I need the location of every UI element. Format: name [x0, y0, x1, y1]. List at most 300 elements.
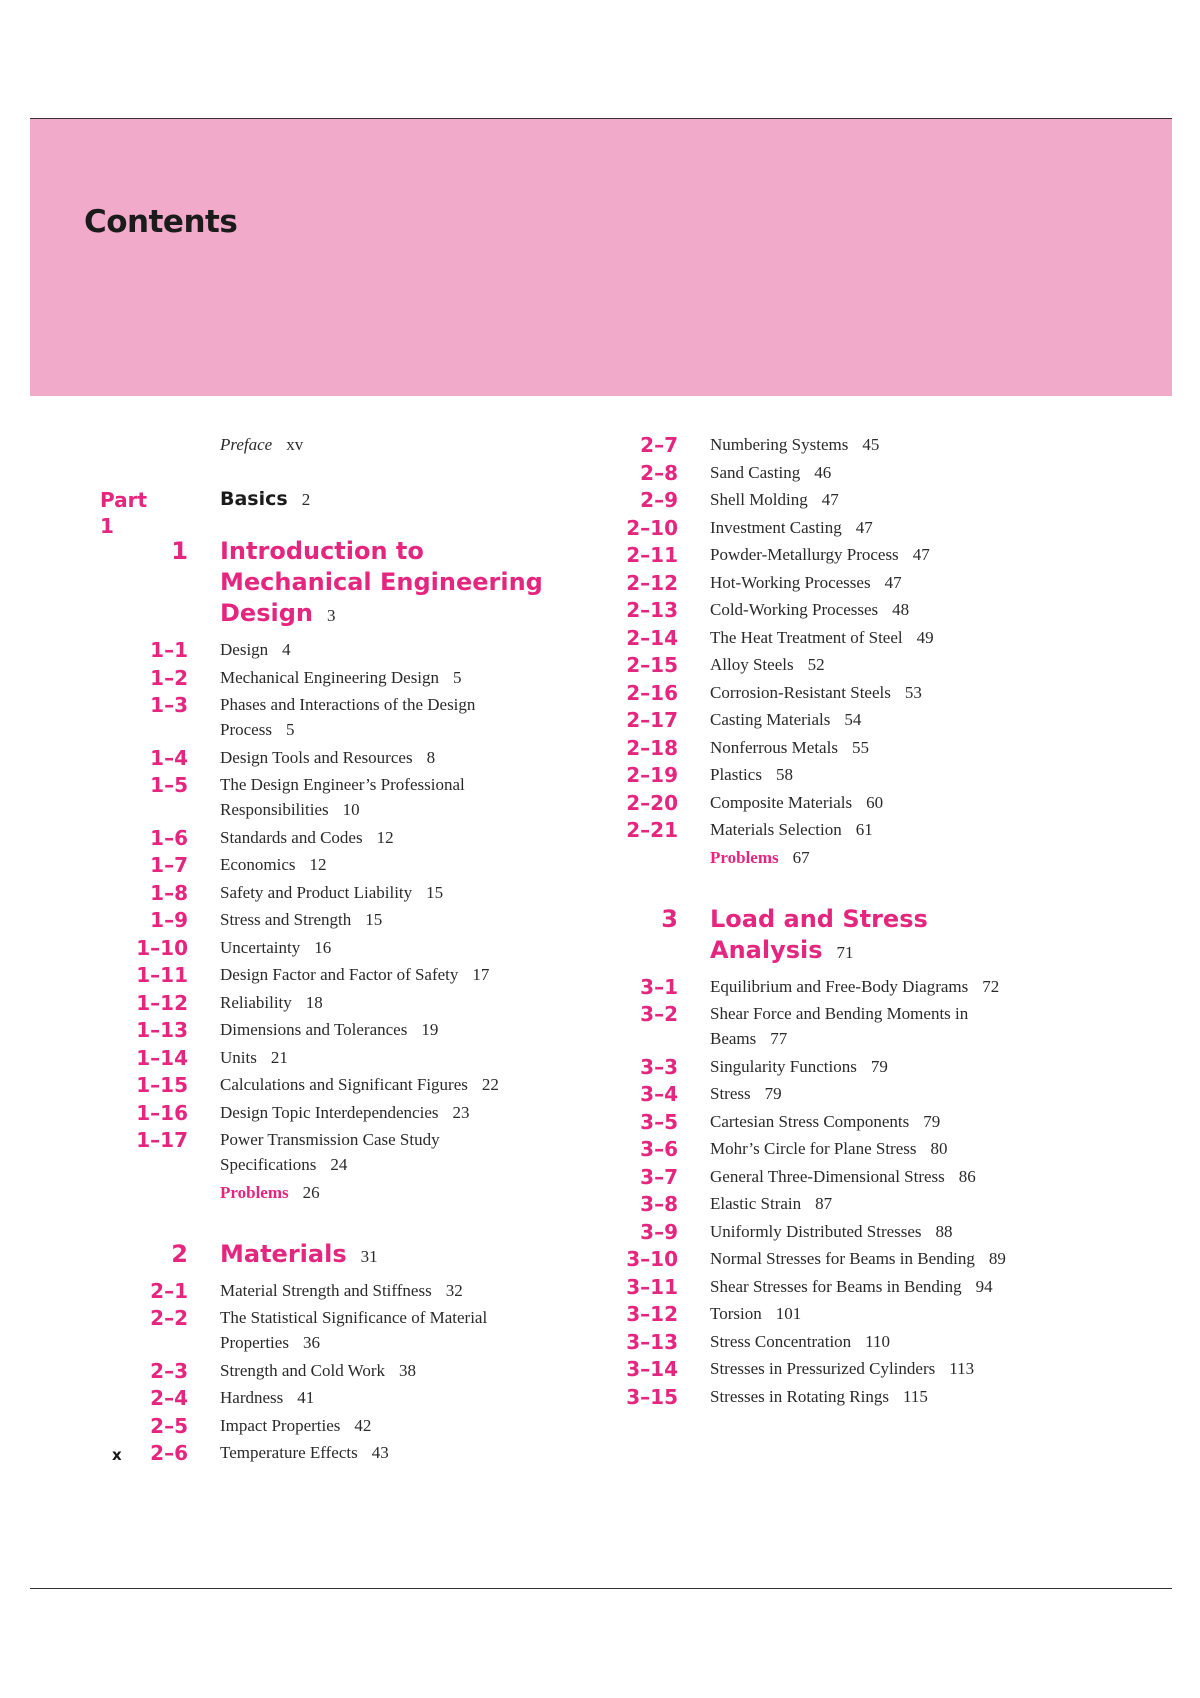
toc-entry-page: 32 — [445, 1280, 463, 1300]
toc-entry-number: 2–16 — [626, 680, 678, 705]
toc-section-entry — [590, 817, 1150, 842]
toc-entry-number: 1 — [171, 537, 188, 565]
toc-entry-page: 10 — [342, 800, 360, 819]
toc-entry-number: 2–14 — [626, 625, 678, 650]
toc-entry-page: 61 — [855, 820, 873, 839]
toc-entry-number: 2–6 — [150, 1441, 188, 1465]
toc-section-entry — [590, 515, 1150, 540]
toc-entry-page: 47 — [821, 490, 839, 509]
toc-section-entry — [590, 1136, 1150, 1161]
toc-entry-number: 2–8 — [640, 460, 678, 485]
toc-entry-title: Load and Stress Analysis — [710, 904, 928, 964]
toc-entry-title: Shear Stresses for Beams in Bending — [710, 1276, 962, 1296]
toc-entry-number: 3–5 — [640, 1109, 678, 1134]
toc-entry-page: 58 — [775, 765, 793, 784]
toc-entry-number: 3–11 — [626, 1274, 678, 1299]
toc-entry-text — [710, 845, 1010, 870]
toc-entry-page: 3 — [326, 606, 336, 625]
toc-entry-title: Problems — [710, 847, 779, 867]
toc-entry-page: 47 — [884, 572, 902, 592]
toc-entry-text — [220, 1413, 510, 1438]
toc-section-entry — [590, 1001, 1150, 1051]
toc-section-entry — [100, 1305, 580, 1355]
toc-entry-text — [710, 1219, 1010, 1244]
toc-entry-title: Reliability — [220, 992, 292, 1012]
toc-entry-title: Hot-Working Processes — [710, 572, 871, 592]
toc-entry-page: 43 — [371, 1443, 389, 1462]
toc-entry-text — [710, 1356, 1010, 1381]
toc-entry-number: 2–2 — [150, 1306, 188, 1330]
toc-entry-text — [220, 745, 510, 770]
toc-entry-title: Stress Concentration — [710, 1331, 852, 1351]
toc-entry-number: 3–6 — [640, 1137, 678, 1161]
toc-entry-text — [710, 1164, 1010, 1189]
toc-part-entry — [100, 487, 580, 538]
toc-entry-page: 79 — [923, 1111, 941, 1131]
toc-entry-title: Materials — [220, 1239, 347, 1268]
toc-section-entry — [590, 707, 1150, 732]
toc-entry-number: 3–4 — [640, 1082, 678, 1106]
toc-section-entry — [100, 1045, 580, 1070]
toc-section-entry — [100, 665, 580, 690]
toc-entry-page: 5 — [453, 667, 462, 687]
toc-entry-page: 115 — [902, 1386, 928, 1406]
toc-entry-text — [220, 1278, 510, 1303]
toc-section-entry — [590, 1356, 1150, 1381]
toc-entry-text — [220, 665, 510, 690]
toc-entry-title: Units — [220, 1047, 257, 1067]
toc-entry-title: Torsion — [710, 1304, 762, 1323]
toc-entry-title: Phases and Interactions of the Design Process — [220, 695, 476, 739]
toc-entry-title: Calculations and Significant Figures — [220, 1075, 468, 1094]
toc-entry-title: Safety and Product Liability — [220, 882, 413, 902]
toc-entry-page: 4 — [282, 640, 291, 659]
toc-entry-title: Uniformly Distributed Stresses — [710, 1221, 922, 1241]
toc-section-entry — [590, 487, 1150, 512]
toc-entry-page: 8 — [426, 747, 436, 767]
toc-entry-number: 2–4 — [150, 1386, 188, 1410]
toc-entry-number: 3–13 — [626, 1329, 678, 1354]
toc-entry-text — [220, 637, 510, 662]
toc-chapter-entry — [100, 1239, 580, 1272]
toc-entry-text — [710, 625, 1010, 650]
toc-entry-number: 1–1 — [150, 638, 188, 662]
toc-entry-page: 49 — [916, 627, 934, 647]
toc-section-entry — [590, 1164, 1150, 1189]
toc-entry-text — [220, 692, 510, 742]
toc-entry-page: 71 — [836, 942, 854, 962]
toc-entry-number: 2–20 — [626, 790, 678, 815]
toc-entry-title: Corrosion-Resistant Steels — [710, 682, 891, 702]
toc-entry-number: 1–5 — [150, 773, 188, 797]
bottom-rule — [30, 1588, 1172, 1589]
toc-section-entry — [100, 935, 580, 960]
toc-entry-number: 1–8 — [150, 880, 188, 905]
toc-section-entry — [590, 597, 1150, 622]
toc-entry-page: 2 — [301, 490, 311, 509]
toc-entry-text — [220, 432, 510, 457]
header-banner — [30, 119, 1172, 396]
toc-entry-title: Temperature Effects — [220, 1443, 358, 1462]
toc-section-entry — [590, 735, 1150, 760]
toc-entry-page: 72 — [982, 976, 1000, 996]
toc-entry-text — [220, 1017, 510, 1042]
toc-entry-page: 26 — [302, 1182, 320, 1202]
toc-section-entry — [590, 790, 1150, 815]
toc-entry-text — [220, 1385, 510, 1410]
toc-entry-number: 3–15 — [626, 1384, 678, 1409]
toc-section-entry — [590, 1301, 1150, 1326]
toc-entry-text — [710, 1384, 1010, 1409]
toc-entry-number: 2–15 — [626, 653, 678, 677]
toc-entry-text — [710, 762, 1010, 787]
toc-entry-text — [220, 1358, 510, 1383]
toc-section-entry — [100, 1017, 580, 1042]
toc-entry-title: Design Factor and Factor of Safety — [220, 965, 459, 984]
toc-entry-page: 18 — [305, 992, 323, 1012]
toc-entry-title: Mohr’s Circle for Plane Stress — [710, 1139, 917, 1158]
toc-entry-title: Investment Casting — [710, 517, 842, 537]
toc-entry-text — [220, 1045, 510, 1070]
toc-entry-page: 55 — [851, 737, 869, 757]
toc-entry-title: Uncertainty — [220, 937, 301, 957]
toc-entry-number: 1–12 — [136, 990, 188, 1015]
toc-entry-text — [710, 1136, 1010, 1161]
toc-section-entry — [590, 1081, 1150, 1106]
toc-preface-entry — [100, 432, 580, 457]
toc-entry-number: 1–6 — [150, 825, 188, 850]
toc-entry-page: 15 — [365, 910, 383, 929]
toc-entry-number: 1–3 — [150, 693, 188, 717]
toc-entry-number: 3–12 — [626, 1302, 678, 1326]
toc-section-entry — [100, 637, 580, 662]
toc-entry-number: 2–11 — [626, 543, 678, 567]
toc-entry-title: Strength and Cold Work — [220, 1360, 386, 1380]
toc-entry-number: 2–3 — [150, 1358, 188, 1383]
toc-entry-number: 3–9 — [640, 1219, 678, 1244]
toc-entry-page: 79 — [870, 1056, 888, 1076]
toc-entry-page: 101 — [775, 1304, 802, 1323]
toc-entry-page: 19 — [421, 1020, 439, 1039]
toc-entry-number: 1–9 — [150, 908, 188, 932]
toc-entry-text — [710, 432, 1010, 457]
toc-section-entry — [100, 772, 580, 822]
toc-entry-page: 67 — [792, 847, 810, 867]
toc-entry-title: Equilibrium and Free-Body Diagrams — [710, 976, 969, 996]
toc-entry-text — [710, 790, 1010, 815]
toc-entry-text — [220, 1239, 570, 1272]
page-title: Contents — [84, 204, 238, 240]
toc-entry-page: 48 — [892, 600, 910, 619]
toc-entry-title: Preface — [220, 435, 273, 454]
toc-entry-page: 79 — [764, 1084, 782, 1103]
toc-entry-page: 17 — [472, 965, 490, 984]
toc-section-entry — [590, 570, 1150, 595]
toc-entry-page: 77 — [770, 1029, 788, 1048]
toc-entry-title: Design Tools and Resources — [220, 747, 413, 767]
toc-entry-number: 1–7 — [150, 853, 188, 877]
toc-entry-title: Nonferrous Metals — [710, 737, 838, 757]
toc-entry-title: Problems — [220, 1182, 289, 1202]
toc-entry-page: 86 — [958, 1166, 976, 1186]
toc-entry-number: 1–17 — [136, 1128, 188, 1152]
toc-entry-text — [710, 817, 1010, 842]
toc-entry-page: 47 — [912, 545, 930, 564]
toc-entry-text — [710, 904, 960, 968]
toc-entry-title: The Heat Treatment of Steel — [710, 627, 903, 647]
toc-entry-title: Casting Materials — [710, 710, 831, 729]
toc-entry-title: Shell Molding — [710, 490, 808, 509]
toc-section-entry — [100, 852, 580, 877]
toc-entry-title: Basics — [220, 488, 288, 510]
toc-entry-number: 3–10 — [626, 1247, 678, 1271]
toc-section-entry — [100, 745, 580, 770]
toc-entry-number: 1–15 — [136, 1073, 188, 1097]
toc-entry-title: Cold-Working Processes — [710, 600, 879, 619]
toc-entry-title: Stress and Strength — [220, 910, 352, 929]
toc-entry-text — [220, 990, 510, 1015]
toc-section-entry — [590, 542, 1150, 567]
toc-entry-text — [220, 1305, 510, 1355]
toc-chapter-entry — [590, 904, 1150, 968]
toc-problems-entry — [590, 845, 1150, 870]
toc-entry-number: 3–1 — [640, 974, 678, 999]
toc-entry-number: 1–4 — [150, 745, 188, 770]
toc-entry-page: 47 — [855, 517, 873, 537]
toc-section-entry — [590, 1054, 1150, 1079]
toc-section-entry — [100, 1127, 580, 1177]
toc-entry-page: 16 — [314, 937, 332, 957]
toc-entry-text — [710, 570, 1010, 595]
toc-entry-title: Materials Selection — [710, 820, 842, 839]
toc-entry-title: Singularity Functions — [710, 1056, 857, 1076]
toc-entry-title: Cartesian Stress Components — [710, 1111, 910, 1131]
toc-entry-title: Composite Materials — [710, 792, 853, 812]
toc-entry-page: 94 — [975, 1276, 993, 1296]
toc-section-entry — [100, 880, 580, 905]
toc-section-entry — [100, 907, 580, 932]
toc-section-entry — [590, 762, 1150, 787]
toc-entry-text — [710, 597, 1010, 622]
toc-section-entry — [100, 990, 580, 1015]
toc-entry-page: 42 — [354, 1415, 372, 1435]
toc-section-entry — [590, 625, 1150, 650]
toc-entry-number: 2 — [171, 1239, 188, 1268]
toc-entry-text — [220, 852, 510, 877]
toc-entry-title: Elastic Strain — [710, 1194, 802, 1213]
toc-entry-text — [710, 680, 1010, 705]
toc-entry-page: 38 — [399, 1360, 417, 1380]
toc-entry-number: 3–3 — [640, 1054, 678, 1079]
toc-entry-number: 2–10 — [626, 515, 678, 540]
toc-entry-number: Part 1 — [100, 488, 148, 538]
toc-entry-text — [220, 1440, 510, 1465]
toc-entry-title: Powder-Metallurgy Process — [710, 545, 899, 564]
toc-entry-title: Economics — [220, 855, 296, 874]
toc-entry-text — [220, 536, 570, 631]
toc-section-entry — [100, 1440, 580, 1465]
toc-entry-number: 2–18 — [626, 735, 678, 760]
toc-section-entry — [590, 1274, 1150, 1299]
toc-entry-page: 53 — [904, 682, 922, 702]
toc-entry-number: 1–16 — [136, 1100, 188, 1125]
toc-entry-page: xv — [286, 435, 304, 454]
toc-entry-title: Numbering Systems — [710, 435, 849, 454]
toc-entry-title: Dimensions and Tolerances — [220, 1020, 408, 1039]
toc-chapter-entry — [100, 536, 580, 631]
toc-entry-number: 2–19 — [626, 763, 678, 787]
toc-section-entry — [100, 1358, 580, 1383]
toc-section-entry — [100, 825, 580, 850]
toc-entry-text — [220, 935, 510, 960]
toc-entry-number: 3 — [661, 904, 678, 933]
toc-entry-title: The Design Engineer’s Professional Responsibilities — [220, 775, 465, 819]
toc-entry-title: Stresses in Rotating Rings — [710, 1386, 889, 1406]
toc-entry-title: Hardness — [220, 1388, 284, 1407]
toc-entry-page: 46 — [814, 462, 832, 482]
toc-entry-number: 3–7 — [640, 1164, 678, 1189]
toc-section-entry — [100, 692, 580, 742]
toc-entry-text — [220, 962, 510, 987]
toc-entry-text — [710, 1054, 1010, 1079]
toc-entry-title: Power Transmission Case Study Specifications — [220, 1130, 440, 1174]
toc-section-entry — [590, 1191, 1150, 1216]
toc-entry-page: 24 — [330, 1155, 348, 1174]
toc-entry-title: Shear Force and Bending Moments in Beams — [710, 1004, 969, 1048]
toc-entry-title: Plastics — [710, 765, 762, 784]
toc-entry-number: 2–13 — [626, 598, 678, 622]
toc-entry-page: 52 — [807, 655, 825, 674]
toc-entry-page: 54 — [844, 710, 862, 729]
toc-entry-text — [710, 1001, 1010, 1051]
toc-entry-number: 1–13 — [136, 1018, 188, 1042]
toc-section-entry — [590, 1219, 1150, 1244]
toc-section-entry — [590, 1384, 1150, 1409]
toc-entry-page: 15 — [426, 882, 444, 902]
toc-entry-text — [710, 1109, 1010, 1134]
toc-entry-title: Stresses in Pressurized Cylinders — [710, 1359, 936, 1378]
toc-entry-number: 1–11 — [136, 963, 188, 987]
toc-entry-text — [710, 707, 1010, 732]
toc-entry-page: 113 — [949, 1359, 975, 1378]
toc-entry-number: 1–2 — [150, 665, 188, 690]
toc-entry-text — [710, 487, 1010, 512]
toc-entry-title: Standards and Codes — [220, 827, 363, 847]
toc-entry-page: 21 — [270, 1047, 288, 1067]
toc-entry-text — [710, 542, 1010, 567]
toc-entry-text — [220, 825, 510, 850]
toc-section-entry — [590, 680, 1150, 705]
toc-entry-text — [710, 974, 1010, 999]
toc-section-entry — [100, 1413, 580, 1438]
toc-section-entry — [100, 1385, 580, 1410]
toc-entry-number: 2–12 — [626, 570, 678, 595]
toc-entry-title: Alloy Steels — [710, 655, 794, 674]
toc-entry-text — [710, 1329, 1010, 1354]
toc-entry-number: 3–8 — [640, 1192, 678, 1216]
toc-section-entry — [100, 1278, 580, 1303]
toc-entry-text — [710, 1274, 1010, 1299]
toc-entry-page: 23 — [452, 1102, 470, 1122]
toc-entry-text — [710, 1081, 1010, 1106]
toc-entry-page: 45 — [862, 435, 880, 454]
toc-entry-text — [220, 487, 510, 512]
toc-entry-text — [220, 880, 510, 905]
toc-section-entry — [590, 1246, 1150, 1271]
toc-entry-title: Impact Properties — [220, 1415, 341, 1435]
toc-entry-number: 3–14 — [626, 1357, 678, 1381]
toc-entry-number: 2–7 — [640, 433, 678, 457]
toc-entry-text — [710, 1246, 1010, 1271]
toc-section-entry — [590, 460, 1150, 485]
toc-entry-title: The Statistical Significance of Material Properties — [220, 1308, 488, 1352]
toc-entry-page: 110 — [865, 1331, 891, 1351]
toc-entry-page: 88 — [935, 1221, 953, 1241]
toc-entry-text — [710, 1301, 1010, 1326]
toc-entry-text — [220, 1100, 510, 1125]
toc-entry-text — [220, 1127, 510, 1177]
toc-entry-title: General Three-Dimensional Stress — [710, 1166, 945, 1186]
toc-entry-number: 3–2 — [640, 1002, 678, 1026]
toc-entry-title: Normal Stresses for Beams in Bending — [710, 1249, 975, 1268]
toc-entry-number: 2–1 — [150, 1278, 188, 1303]
toc-entry-number: 2–17 — [626, 708, 678, 732]
toc-entry-text — [710, 652, 1010, 677]
toc-entry-page: 22 — [481, 1075, 499, 1094]
toc-entry-page: 80 — [930, 1139, 948, 1158]
toc-entry-text — [220, 1072, 510, 1097]
toc-entry-title: Design — [220, 640, 269, 659]
toc-section-entry — [100, 1072, 580, 1097]
toc-entry-page: 5 — [285, 720, 295, 739]
toc-section-entry — [100, 1100, 580, 1125]
toc-entry-text — [220, 907, 510, 932]
toc-section-entry — [590, 974, 1150, 999]
toc-entry-number: 2–9 — [640, 488, 678, 512]
toc-section-entry — [100, 962, 580, 987]
toc-entry-page: 36 — [302, 1333, 320, 1352]
toc-section-entry — [590, 1109, 1150, 1134]
toc-problems-entry — [100, 1180, 580, 1205]
toc-section-entry — [590, 432, 1150, 457]
toc-entry-text — [710, 460, 1010, 485]
toc-entry-number: 1–10 — [136, 935, 188, 960]
toc-entry-title: Design Topic Interdependencies — [220, 1102, 439, 1122]
toc-entry-title: Stress — [710, 1084, 751, 1103]
toc-entry-number: 1–14 — [136, 1045, 188, 1070]
toc-entry-page: 12 — [309, 855, 327, 874]
toc-right-column — [590, 432, 1150, 1411]
toc-entry-number: 2–5 — [150, 1413, 188, 1438]
toc-entry-page: 31 — [360, 1246, 378, 1266]
toc-entry-page: 89 — [988, 1249, 1006, 1268]
toc-left-column — [100, 432, 580, 1468]
toc-entry-text — [710, 735, 1010, 760]
toc-entry-text — [710, 515, 1010, 540]
toc-entry-title: Sand Casting — [710, 462, 801, 482]
toc-entry-title: Introduction to Mechanical Engineering Design — [220, 537, 543, 627]
toc-entry-page: 12 — [376, 827, 394, 847]
toc-entry-page: 60 — [866, 792, 884, 812]
toc-entry-page: 87 — [815, 1194, 833, 1213]
toc-entry-number: 2–21 — [626, 818, 678, 842]
toc-entry-text — [220, 1180, 510, 1205]
page-folio: x — [112, 1446, 122, 1464]
toc-section-entry — [590, 652, 1150, 677]
toc-section-entry — [590, 1329, 1150, 1354]
toc-entry-title: Material Strength and Stiffness — [220, 1280, 432, 1300]
toc-entry-text — [220, 772, 510, 822]
